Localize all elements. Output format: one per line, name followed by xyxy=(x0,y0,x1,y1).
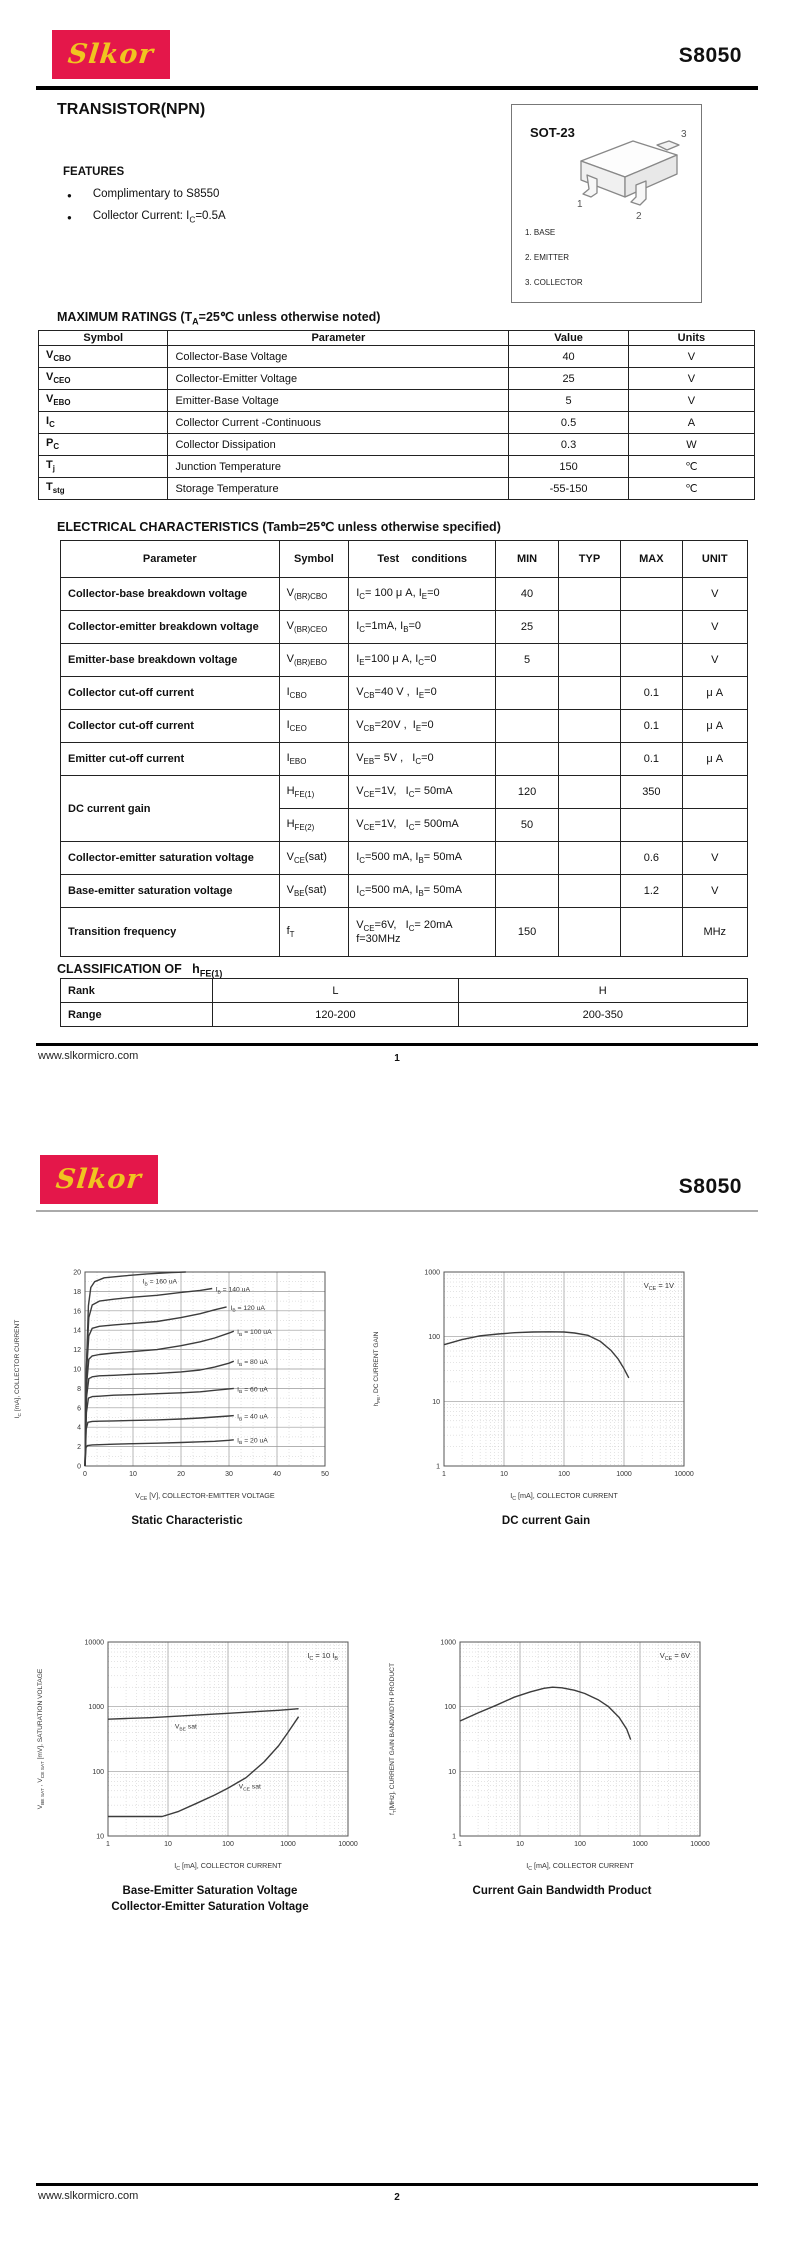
svg-text:1000: 1000 xyxy=(440,1639,456,1647)
svg-text:hFE, DC CURRENT GAIN: $h_{FE}$, DC CURRENT GAIN xyxy=(373,1331,382,1407)
svg-text:IB = 60 uA: $I_B = 60$ uA xyxy=(237,1386,268,1396)
svg-text:100: 100 xyxy=(222,1841,234,1848)
pin-number-3: 3 xyxy=(681,129,687,140)
table-row: Parameter Symbol Test conditions MIN TYP MAX UNIT xyxy=(61,541,748,578)
chart-title: Current Gain Bandwidth Product xyxy=(472,1885,652,1897)
svg-text:10: 10 xyxy=(500,1471,508,1478)
svg-text:1000: 1000 xyxy=(616,1471,632,1478)
svg-text:VBE sat: $V_{BE}$ sat xyxy=(174,1723,197,1733)
table-row: $T_j$ Junction Temperature 150 ℃ xyxy=(39,456,755,478)
package-name: SOT-23 xyxy=(530,125,575,140)
svg-text:IB = 140 uA: $I_B = 140$ uA xyxy=(215,1286,251,1296)
svg-text:1: 1 xyxy=(442,1471,446,1478)
chart-saturation-voltage xyxy=(30,1630,390,1915)
svg-text:18: 18 xyxy=(73,1288,81,1296)
svg-text:12: 12 xyxy=(73,1347,81,1355)
svg-text:4: 4 xyxy=(77,1424,81,1432)
svg-text:IC [mA], COLLECTOR CURRENT: $I_C$ [mA], COLLECTOR CURRENT xyxy=(14,1319,23,1419)
chart-title: DC current Gain xyxy=(501,1515,591,1527)
svg-text:IB = 40 uA: $I_B = 40$ uA xyxy=(237,1413,268,1423)
svg-text:100: 100 xyxy=(428,1334,440,1342)
svg-text:1000: 1000 xyxy=(632,1841,648,1848)
sot23-package-drawing xyxy=(541,123,699,223)
pin-number-1: 1 xyxy=(577,199,583,210)
classification-heading: CLASSIFICATION OF $h_{FE(1)}$ xyxy=(57,962,223,979)
svg-text:30: 30 xyxy=(225,1471,233,1478)
svg-text:10: 10 xyxy=(129,1471,137,1478)
pin-legend xyxy=(525,220,583,295)
svg-text:IC = 10 IB: $I_C = 10$ $I_B$ xyxy=(307,1651,338,1662)
footer-page-number: 1 xyxy=(394,1053,400,1064)
pin-number-2: 2 xyxy=(636,211,642,222)
table-row: Emitter-base breakdown voltage $V_{(BR)EBO}$ $I_E=100$ μ A, $I_C=0$ 5 V xyxy=(61,644,748,677)
svg-text:16: 16 xyxy=(73,1308,81,1316)
svg-text:1: 1 xyxy=(106,1841,110,1848)
pin-label: 3. COLLECTOR xyxy=(525,278,583,287)
svg-text:0: 0 xyxy=(77,1463,81,1471)
svg-text:10: 10 xyxy=(164,1841,172,1848)
svg-text:2: 2 xyxy=(77,1444,81,1452)
svg-text:1: 1 xyxy=(452,1833,456,1841)
svg-text:VCE = 1V: $V_{CE} = 1V$ xyxy=(643,1281,674,1292)
datasheet-page-1 xyxy=(0,0,794,1080)
max-ratings-heading: MAXIMUM RATINGS ($T_A=25℃$ unless otherwise noted) xyxy=(57,310,381,327)
table-row: $I_C$ Collector Current -Continuous 0.5 A xyxy=(39,412,755,434)
feature-item: ● Collector Current: $I_C=0.5A$ xyxy=(67,210,226,225)
chart-static-characteristic xyxy=(7,1260,367,1530)
chart-gain-bandwidth xyxy=(382,1630,742,1900)
svg-text:1000: 1000 xyxy=(280,1841,296,1848)
table-row: DC current gain $H_{FE(1)}$ $V_{CE}=1V$, $I_C= 50mA$ 120 350 xyxy=(61,776,748,809)
svg-text:20: 20 xyxy=(73,1269,81,1277)
svg-text:1: 1 xyxy=(436,1463,440,1471)
classification-table xyxy=(60,978,748,1027)
footer-site-url: www.slkormicro.com xyxy=(38,2190,139,2202)
footer-rule xyxy=(36,2183,758,2186)
feature-item: ● Complimentary to S8550 xyxy=(67,188,219,203)
svg-text:fT[MHz], CURRENT GAIN BANDWIDT: $f_T[MHz]$, CURRENT GAIN BANDWIDTH PRODUCT xyxy=(389,1663,398,1815)
table-row: $V_{CEO}$ Collector-Emitter Voltage 25 V xyxy=(39,368,755,390)
svg-text:0: 0 xyxy=(83,1471,87,1478)
electrical-table xyxy=(60,540,748,957)
table-row: Collector-emitter saturation voltage $V_{CE}(sat)$ $I_C=500$ mA, $I_B= 50mA$ 0.6 V xyxy=(61,842,748,875)
table-row: Collector-emitter breakdown voltage $V_{(BR)CEO}$ $I_C=1mA$, $I_B=0$ 25 V xyxy=(61,611,748,644)
bullet-icon: ● xyxy=(67,213,72,222)
features-heading: FEATURES xyxy=(63,166,125,178)
svg-text:IC [mA], COLLECTOR CURRENT: $I_C$ [mA], COLLECTOR CURRENT xyxy=(174,1861,282,1872)
static-characteristic-plot xyxy=(7,1260,367,1510)
table-row: $V_{CBO}$ Collector-Base Voltage 40 V xyxy=(39,346,755,368)
electrical-heading: ELECTRICAL CHARACTERISTICS (Tamb=25℃ unless otherwise specified) xyxy=(57,520,501,534)
sot23-package-box xyxy=(511,104,702,303)
svg-text:IB = 120 uA: $I_B = 120$ uA xyxy=(230,1304,265,1314)
pin-label: 1. BASE xyxy=(525,228,556,237)
svg-text:IB = 160 uA: $I_B = 160$ uA xyxy=(142,1278,178,1288)
svg-text:100: 100 xyxy=(92,1768,104,1776)
svg-text:6: 6 xyxy=(77,1405,81,1413)
chart-dc-current-gain xyxy=(366,1260,726,1530)
table-row: $P_C$ Collector Dissipation 0.3 W xyxy=(39,434,755,456)
svg-text:1000: 1000 xyxy=(88,1704,104,1712)
part-number: S8050 xyxy=(678,44,742,67)
svg-text:VCE sat: $V_{CE}$ sat xyxy=(238,1783,261,1793)
datasheet-page-2 xyxy=(0,1080,794,2246)
table-row: Base-emitter saturation voltage $V_{BE}(sat)$ $I_C=500$ mA, $I_B= 50mA$ 1.2 V xyxy=(61,875,748,908)
svg-text:50: 50 xyxy=(321,1471,329,1478)
footer-rule xyxy=(36,1043,758,1046)
table-row: $T_{stg}$ Storage Temperature -55-150 ℃ xyxy=(39,478,755,500)
svg-text:10000: 10000 xyxy=(690,1841,710,1848)
svg-text:IC [mA], COLLECTOR CURRENT: $I_C$ [mA], COLLECTOR CURRENT xyxy=(510,1491,618,1502)
table-row: Collector-base breakdown voltage $V_{(BR)CBO}$ $I_C= 100$ μ A, $I_E=0$ 40 V xyxy=(61,578,748,611)
svg-text:14: 14 xyxy=(73,1327,81,1335)
svg-text:1000: 1000 xyxy=(424,1269,440,1277)
table-row: Collector cut-off current $I_{CBO}$ $V_{CB}=40$ V , $I_E=0$ 0.1 μ A xyxy=(61,677,748,710)
svg-text:100: 100 xyxy=(558,1471,570,1478)
gain-bandwidth-plot xyxy=(382,1630,742,1880)
header-rule xyxy=(36,86,758,90)
chart-title: Static Characteristic xyxy=(131,1515,243,1527)
chart-title: Base-Emitter Saturation Voltage Collector-Emitter Saturation Voltage xyxy=(111,1885,309,1913)
svg-text:VCE [V], COLLECTOR-EMITTER VOL: $V_{CE}$ [V], COLLECTOR-EMITTER VOLTAGE xyxy=(135,1491,275,1502)
svg-text:10000: 10000 xyxy=(84,1639,104,1647)
footer-site-url: www.slkormicro.com xyxy=(38,1050,139,1062)
dc-current-gain-plot xyxy=(366,1260,726,1510)
table-row: $V_{EBO}$ Emitter-Base Voltage 5 V xyxy=(39,390,755,412)
svg-text:10000: 10000 xyxy=(674,1471,694,1478)
svg-text:10: 10 xyxy=(516,1841,524,1848)
table-row: Emitter cut-off current $I_{EBO}$ $V_{EB}= 5V$ , $I_C=0$ 0.1 μ A xyxy=(61,743,748,776)
svg-text:10: 10 xyxy=(73,1366,81,1374)
slkor-logo-text: Slkor xyxy=(66,39,156,70)
page-title: TRANSISTOR(NPN) xyxy=(57,101,206,118)
footer-page-number: 2 xyxy=(394,2192,400,2203)
svg-text:IB = 100 uA: $I_B = 100$ uA xyxy=(237,1329,272,1338)
svg-text:40: 40 xyxy=(273,1471,281,1478)
svg-text:10: 10 xyxy=(96,1833,104,1841)
slkor-logo xyxy=(52,30,170,79)
svg-text:IB = 20 uA: $I_B = 20$ uA xyxy=(237,1437,268,1447)
slkor-logo-text: Slkor xyxy=(54,1164,144,1195)
svg-text:100: 100 xyxy=(574,1841,586,1848)
table-row: Range 120-200 200-350 xyxy=(61,1003,748,1027)
svg-text:IC [mA], COLLECTOR CURRENT: $I_C$ [mA], COLLECTOR CURRENT xyxy=(526,1861,634,1872)
svg-text:8: 8 xyxy=(77,1385,81,1393)
table-row: Transition frequency $f_T$ $V_{CE}=6V$, $I_C= 20mA$ f=30MHz 150 MHz xyxy=(61,908,748,957)
table-row: Rank L H xyxy=(61,979,748,1003)
svg-text:10: 10 xyxy=(448,1768,456,1776)
pin-label: 2. EMITTER xyxy=(525,253,570,262)
slkor-logo xyxy=(40,1155,158,1204)
svg-text:IB = 80 uA: $I_B = 80$ uA xyxy=(237,1359,268,1369)
svg-text:VCE = 6V: $V_{CE} = 6V$ xyxy=(659,1651,690,1662)
table-row: $H_{FE(2)}$ $V_{CE}=1V$, $I_C= 500mA$ 50 xyxy=(61,809,748,842)
svg-text:100: 100 xyxy=(444,1704,456,1712)
table-row: Symbol Parameter Value Units xyxy=(39,331,755,346)
svg-text:1: 1 xyxy=(458,1841,462,1848)
svg-text:10: 10 xyxy=(432,1398,440,1406)
bullet-icon: ● xyxy=(67,191,72,200)
saturation-voltage-plot xyxy=(30,1630,390,1880)
header-rule xyxy=(36,1210,758,1212)
max-ratings-table xyxy=(38,330,755,500)
part-number: S8050 xyxy=(678,1175,742,1198)
svg-text:20: 20 xyxy=(177,1471,185,1478)
table-row: Collector cut-off current $I_{CEO}$ $V_{CB}=20V$ , $I_E=0$ 0.1 μ A xyxy=(61,710,748,743)
svg-text:VBE SAT , VCE SAT [mV], SA: $V_{BE SAT}$ , $V_{CE SAT}$ [mV], SATURATION VOLTAGE xyxy=(37,1668,46,1810)
svg-text:10000: 10000 xyxy=(338,1841,358,1848)
